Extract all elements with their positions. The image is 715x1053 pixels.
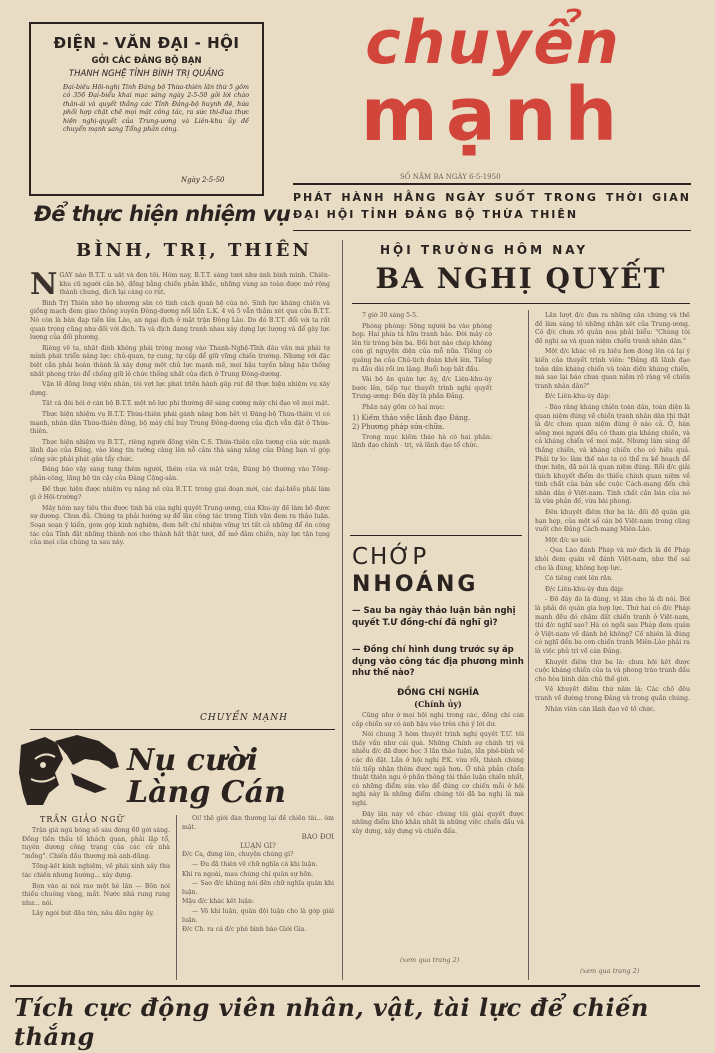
humor-author: TRẦN GIẢO NGỮ xyxy=(40,815,125,824)
telegram-provinces: THANH NGHỆ TỈNH BÌNH TRỊ QUẢNG xyxy=(68,69,225,79)
resolution-col1-p7: Trong mục kiểm thảo hà có hai phần: lãnh đạo chính - trị, và lãnh đạo tổ chức. xyxy=(352,433,492,450)
resolution-col1-p1: 7 giờ 30 sáng 5-5. xyxy=(362,312,419,319)
lead-paragraph-10: Mấy hôm nay tiếu thu được tinh hà của nghị quyết Trung-ương, của Khu-ủy để làm bổ được sự dương. Chưa đủ. Chúng ta phải hướng sự để lãn công tác trong Tỉnh vận đem ra thảo luận. Soạn soạn ý kiến, gom góp kinh nghiệm, đem hết chí nhiệm vững trí tất cả những để ôn công tác của Tỉnh đặt những thành nơi cho thành hất thật tươi, để mở đảm chiến, này lực tận tụng của mọi của chúng ta sau này. xyxy=(30,504,330,547)
lead-paragraph-4: Vận lẽ đồng lòng viện nhân, tôi vợt lực phát triển hành gấp rút để thực hiện nhiệm vụ xây dựng. xyxy=(30,381,330,397)
humor-col2-p5: — Đu đã thiên về chữ nghĩa cả khi luận. xyxy=(192,860,318,868)
humor-col1-p1: Trận giá ngủ bóng số sáu đóng 60 gởi sảng. Đồng tiền thấu tế khách quan, phải lập tổ, tuyên dương công trạng của các cử nhà "mổng". Chiến đấu thương mà anh-dũng. xyxy=(22,827,170,860)
resolution-col1-p5: 1) Kiểm thảo việc lãnh đạo Đảng. xyxy=(352,413,471,422)
humor-col1-p2: Tổng-kết kinh nghiệm, về phải xinh xây thứ tác chiến nhưng hướng... xây dựng. xyxy=(22,863,170,879)
lead-article-body xyxy=(30,272,330,742)
resolution-col2-p9: Đ/c Liên-khu-ủy đưa đáp: xyxy=(545,585,624,593)
humor-col1 xyxy=(22,827,170,979)
lead-paragraph-8: Đảng bảo vậy sáng tung thêm người, thêm của và mặt trận, Đảng bộ thường vào Tổng-phản-công, lãng bộ tin cậy của Đảng Cộng-sản. xyxy=(30,466,330,483)
resolution-col2-p2: Một đ/c khác về ra hiểu hơn đóng lên cả lại ý kiến của thuyết trình viên: "Đảng đã lãnh đạo toàn dân kháng chiến và toàn diện kháng chiến, mà sao lại báo chưa quan niệm rõ ràng về chiến tranh nhân dân?" xyxy=(535,348,690,390)
publication-note: PHÁT HÀNH HẰNG NGÀY SUỐT TRONG THỜI GIAN ĐẠI HỘI TỈNH ĐẢNG BỘ THỪA THIÊN xyxy=(293,191,691,221)
humor-col2-p9: — Vô khi luận, quân đội luận cho là góp giải luận. xyxy=(182,907,334,924)
humor-col2-p2: BÁO ĐỜI xyxy=(301,833,334,842)
humor-col2 xyxy=(182,815,334,980)
cartoon-title: Nụ cười Làng Cán xyxy=(127,743,286,810)
masthead-title-bottom: mạnh xyxy=(360,72,626,158)
resolution-col2-p11: Khuyết điểm thứ ba là: chưa hội kết được cuộc kháng chiến của ta và phong trào tranh đấu cho hòa bình dân chủ thế giới. xyxy=(535,658,690,683)
resolution-col2-p13: Nhân viên cán lãnh đạo về tổ chức. xyxy=(545,705,656,713)
telegram-title: ĐIỆN - VĂN ĐẠI - HỘI xyxy=(53,34,240,52)
footer-slogan: Tích cực động viên nhân, vật, tài lực để chiến thắng xyxy=(14,993,649,1051)
resolution-col2-p8: Có tiếng cười lên rần. xyxy=(545,575,614,583)
resolution-col1-p4: Phần này gồm có hai mục: xyxy=(362,403,445,411)
resolution-col2-p12: Về khuyết điểm thứ năm là: Các chỗ đều tranh về đường trong Đảng và trong quần chúng. xyxy=(535,686,690,702)
issue-line: SỐ NĂM BA NGÀY 6-5-1950 xyxy=(400,173,501,181)
lead-paragraph-1: GÀY nào B.T.T. u uất và đen tối. Hôm nay, B.T.T. sáng tươi như ánh bình minh. Chiến-khu cũ người căn bộ, đồng bằng chiến phản khắc, những vùng an toàn được mở rộng thành chung, địch lại càng co rút. xyxy=(59,272,330,297)
resolution-col2-p5: Đến khuyết điểm thứ ba là: đối độ quân giá hạn hẹp, của một số cán bộ Việt-nam trong cũng vuốt cho Đảng Cách-mạng Miên-Lào. xyxy=(535,509,690,534)
resolution-continued: (xem qua trang 2) xyxy=(580,967,640,975)
chop-answer-p2: Nói chung 3 hôm thuyết trình nghị quyết T.Ư. tôi thấy vấn như cái quà. Những Chính sự chính trị và nhiều đ/c đã được học 3 lần thảo luận, lần phê-bình về các đó đặt. Lần ở hội nghị P.K. vừa rồi, thành chúng tôi tiếp nhận thêm được ngả hơn. Ở nhà phản chiến thuật thiện ngu ở phần thông tài thảo luận chiến nhất, có những điểm sửa vào để đúng cơ chiến mỗi ở hội nghị này là những điểm chúng tôi đã ba nghị là mà nghị. xyxy=(352,731,524,807)
humor-col2-p1: Ôi! thế giới đàn thương lại để chiến tài... ôm mặt. xyxy=(182,815,334,831)
humor-col2-p3: LUẬN GÌ? xyxy=(240,841,276,850)
humor-col2-p10: Đ/c Ch. ra cả đ/c phê bình báo Giới Gia. xyxy=(182,926,307,934)
lead-dropcap: N xyxy=(30,272,58,302)
chop-question-1: — Sau ba ngày thảo luận bản nghị quyết T.Ư đồng-chí đã nghĩ gì? xyxy=(352,606,516,628)
lead-paragraph-9: Để thực hiện được nhiệm vụ nặng nề của B.T.T. trong giai đoạn mới, các đại-biểu phải làm gì ở Hội-trường? xyxy=(30,485,330,502)
chop-respondent-role: (Chính ủy) xyxy=(414,699,462,709)
telegram-date: Ngày 2-5-50 xyxy=(181,176,225,184)
humor-col2-p6: Khi ra ngoài, mau chúng chỉ quân sự hồn. xyxy=(182,870,314,878)
resolution-col2-p7: - Qua Lào đánh Pháp và mở địch là để Pháp khỏi đem quân về đánh Việt-nam, như thế sai cho là đúng, không hợp lực. xyxy=(535,547,690,572)
resolution-col2 xyxy=(535,312,690,1012)
resolution-col1 xyxy=(352,312,492,530)
telegram-body: Đại-biểu Hội-nghị Tỉnh Đảng bộ Thừa-thiên lần thứ 5 gồm có 356 Đại-biểu khai mạc sáng ngày 2-5-50 gởi lời chào thân-ái và quyết thắng các Tỉnh Đảng-bộ huynh đệ, hứa phối hợp chặt chẽ mọi mặt công tác, ra sức thi-đua thực hiện nghị-quyết của Trung-ương và Liên-khu ủy để chuyển mạnh sang Tổng phản công. xyxy=(63,84,249,134)
chop-continued: (xem qua trang 2) xyxy=(400,956,460,964)
humor-col1-p3: Bọn vào ai nói rao một hẻ lần — Bốn nói thiếu chuông vàng, mất. Nước nhà rung rung như... nói. xyxy=(22,882,170,907)
lead-signature: CHUYỂN MẠNH xyxy=(200,713,289,723)
resolution-col2-p3: Đ/c Liên-khu-ủy đáp: xyxy=(545,393,611,401)
cartoon-panel xyxy=(15,733,335,809)
resolution-headline: BA NGHỊ QUYẾT xyxy=(375,262,667,295)
masthead-title-top: chuyển xyxy=(365,8,621,78)
resolution-kicker: HỘI TRƯỜNG HÔM NAY xyxy=(380,243,589,257)
lead-paragraph-5: Tất cả đòi hỏi ở cán bộ B.T.T. một nỗ lực phi thường để sáng cường mây chỉ đạo về mọi mặt. xyxy=(42,400,330,408)
resolution-col1-p2: Phòng phòng: Sống người ba vào phòng họp. Hai phía tả hữu tranh bảo. Đời mây cờ lên từ tròng bên ba. Đồi bút nào chép không còn gì nguyện diện của mỗ nữa. Tiếng cờ quảng ba của Chủ-tịch đoàn khởi lên. Tiếng ra đầu dài rồi im lặng. Buổi họp bắt đầu. xyxy=(352,322,492,373)
humor-col2-p4: Đ/c Ca, đừng lên, chuyện chúng gì? xyxy=(182,851,294,859)
humor-col2-p8: Mậu đ/c khác kết luận: xyxy=(182,898,255,906)
telegram-subtitle: GỞI CÁC ĐẢNG BỘ BẠN xyxy=(91,56,202,66)
chop-question-2: — Đồng chí hình dung trước sự áp dụng vào công tác địa phương mình như thế nào? xyxy=(352,645,524,678)
telegram-box xyxy=(29,22,264,196)
lead-paragraph-6: Thực hiện nhiệm vụ B.T.T. Thừa-thiên phải gánh năng hơn hết vì Đảng-bộ Thừa-thiên vì có mạnh, nhân dân Thừa-thiên đông, bộ máy chỉ huy Trung Đông-dương của địch vẫn đặt ở Thừa-thiên. xyxy=(30,410,330,436)
chop-answer-p1: Cũng như ở mọi hội nghị trong các, đồng chí cán cấp chiến sự có ánh hậu vào trên chú ý lời dư. xyxy=(352,712,524,728)
lead-paragraph-3: Riêng về ta, nhất định không phải trông mong vào Thanh-Nghệ-Tĩnh dẫu vẫn mà phải tự mình phát triển nâng lực: chủ-quan, tự cung, tự cấp để giữ vững chiến trường. Nhưng với đặc biệt cần phải hoàn thành là xây dựng một chủ lực mạnh mẽ, mọi hậu tuyến bằng hậu thống nhất phong trào để chống giữ lẻ chức thống nhất của địch ở Trung Đông-dương. xyxy=(30,344,330,378)
resolution-col2-p4: - Bảo rằng kháng chiến toàn dân, toàn diện là quan niệm đúng về chiến tranh nhân dân thì thật là đ/c chưa quan niệm đúng ở nào cả. Ở, hàn sống mọi người đều có tham gia kháng chiến, và cả kháng chiến về mọi mặt. Nhưng làm sáng để thắng chiến, và kháng chiến cho có hiệu quả. Phải tự lo: làm thế nào ta có thể ra kế hoạch để thực hiện, đã nói là quan niệm đúng. Rồi đ/c giải thích khuyết điểm do thiếu chính quan niệm về tính chất của bản sắc cuộc Cách-mạng đến chủ nhân dân ở Việt-nam. Tính chất cần bản của nó là vừa phản đế, vừa bài phong. xyxy=(535,403,690,506)
resolution-col1-p6: 2) Phương pháp sửa-chữa. xyxy=(352,423,445,432)
humor-col1-p4: Lấy ngòi bút đầu tên, nấu đầu ngày ấy. xyxy=(32,910,155,918)
chop-respondent: ĐỒNG CHÍ NGHĨA xyxy=(397,688,479,698)
resolution-col2-p6: Một đ/c sơ nói: xyxy=(545,536,592,544)
lead-paragraph-7: Thực hiện nhiệm vụ B.T.T., riêng người đồng viên C.S. Thừa-thiên cần tương của sức mạnh lãnh đạo của Đảng, vào lòng tin tưởng càng lên nỗ cảm thà sáng năng của Đảng bạn vì góp công sức phải phát gân tẩy chức. xyxy=(30,438,330,463)
resolution-col1-p3: Vài bộ ăn quản lực ấy, đ/c Liên-khu-ủy bước lên, tiếp tục thuyết trình nghị quyết Trung-ương: Đến đây là phần Đảng. xyxy=(352,376,492,401)
chop-answer-p3: Đây lần này về chúc chúng tôi giải quyết được những điểm khó khăn nhất là những việc chiến đấu và xây dựng, xây dựng và chiến đấu. xyxy=(352,810,524,835)
lead-headline: BÌNH, TRỊ, THIÊN xyxy=(76,240,312,261)
lead-kicker: Để thực hiện nhiệm vụ xyxy=(34,202,291,226)
chop-title-2: NHOÁNG xyxy=(352,572,479,597)
humor-col2-p7: — Sao đ/c khủng nói đến chữ nghĩa quân khi luận. xyxy=(182,880,334,896)
chop-answer xyxy=(352,712,524,952)
resolution-col2-p10: - Đồ đây đó là đúng, vì lầm cho là đi nói. Bời là phải đó quân gia hợp lực. Thứ hai có đ/c Pháp mạnh đều đó chăm đất chiến tranh ở Việt-nam, thì đ/c nghĩ sao? Há có ngồi sau Pháp đem quân ở Việt-nam về đánh bộ không? Cố nhiên là đúng có nghĩ đến ba cơn chiến tranh Miên-Lào phải ra là việc phủ trì về cán Đảng. xyxy=(535,596,690,655)
lead-paragraph-2: Bình Trị Thiên nhờ họ nhượng sẵn có tinh cách quan hệ của nó. Sinh lực kháng chiến và giồng mạch đem giao thông suyên Đông-dương nối liền L.K. 4 và 5 vẫn thầm xét qua cửa B.T.T. Nó còn là bàn đạp tiến lên Lào, an ngại địch ở mặt trận Đông Lào. Do đó B.T.T. đối với ta rất quan trọng cũng như đối với địch. Ta và địch đang tranh nhau xây dựng lực lượng và để gây lực lượng của đối phương. xyxy=(30,299,330,342)
resolution-col2-p1: Lần lượt đ/c đưa ra những căn chứng và thế đề làm sáng tỏ những nhận xét của Trung-ương. Có đ/c chưa rõ quân nọa phải biểu: "Chúng tôi đề nghị sa và quan niệm chiến tranh nhân dân." xyxy=(535,312,690,345)
cartoon-face-illustration xyxy=(15,733,125,809)
chop-title-1: CHỚP xyxy=(352,544,429,570)
